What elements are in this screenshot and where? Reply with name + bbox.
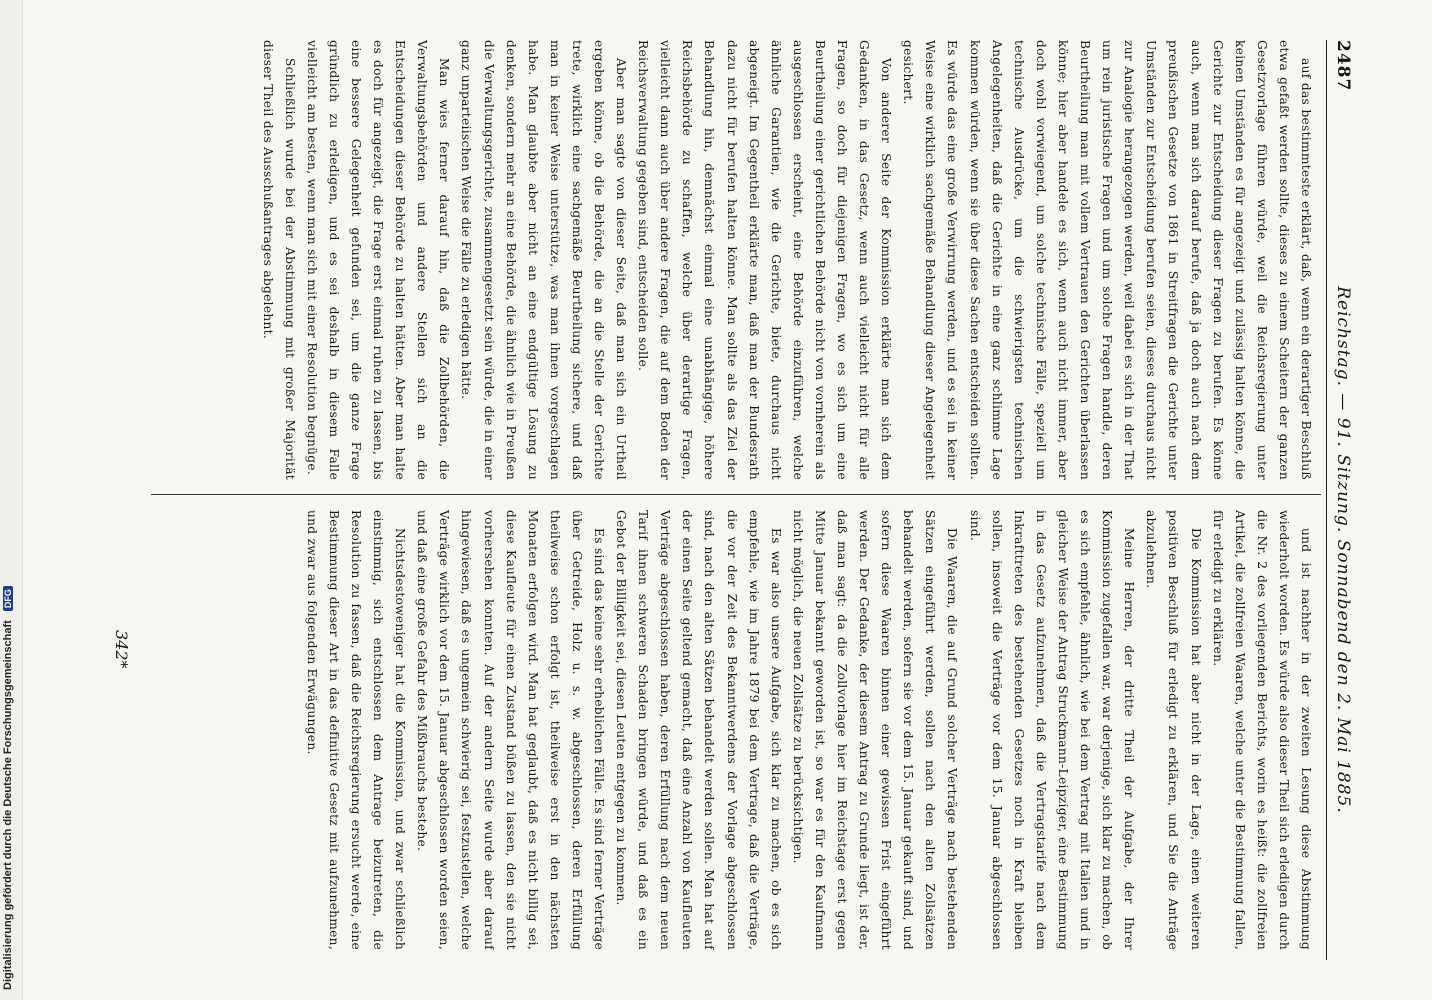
column-divider [151,494,1321,495]
digitization-sidebar [0,0,23,1000]
signature-mark: 342* [112,630,131,669]
page-header [1326,40,1353,960]
rotated-page-content [61,10,1371,990]
paragraph: Schließlich wurde bei der Abstimmung mit großer Majorität dieser Theil des Ausschußantrages abgelehnt. [260,40,297,480]
paragraph: auf das bestimmteste erklärt, daß, wenn ein derartiger Beschluß etwa gefaßt werden sollte, dieses zu einem Scheitern der ganzen Gesetzvorlage führen würde, weil die Reichsregierung unter keinen Umständen es für angezeigt und zulässig halten könne, die Gerichte zur Entscheidung dieser Fragen zu berufen. Es könne auch, wenn man sich darauf berufe, daß ja doch auch nach dem preußischen Gesetze von 1861 in Streitfragen die Gerichte unter Umständen zur Entscheidung berufen seien, dieses durchaus nicht zur Analogie herangezogen werden, weil dabei es sich in der That um rein juristische Fragen und um solche Fragen handle, deren Beurtheilung man mit vollem Vertrauen den Gerichten überlassen könne; hier aber handele es sich, wenn auch nicht immer, aber doch wohl vorwiegend, um solche technische Fälle, speziell um technische Ausdrücke, um die schwierigsten technischen Angelegenheiten, daß die Gerichte in eine ganz schlimme Lage kommen würden, wenn sie über diese Sachen entscheiden sollten. Es würde das eine große Verwirrung werden, und es sei in keiner Weise eine wirklich sachgemäße Behandlung dieser Angelegenheit gesichert. [901,40,1313,480]
paragraph: Es war also unsere Aufgabe, sich klar zu machen, ob es sich empfehle, wie im Jahre 1879 bei dem Vertrage, daß die Verträge, die vor der Zeit des Bekanntwerdens der Vorlage abgeschlossen sind, nach den alten Sätzen behandelt werden sollen. Man hat auf der einen Seite geltend gemacht, daß eine Anzahl von Kaufleuten Verträge abgeschlossen haben, deren Erfüllung nach dem neuen Tarif ihnen schweren Schaden bringen würde, und daß es ein Gebot der Billigkeit sei, diesen Leuten entgegen zu kommen. [614,510,783,950]
paragraph: Meine Herren, der dritte Theil der Aufgabe, der Ihrer Kommission zugefallen war, war derjenige, sich klar zu machen, ob es sich empfehle, ähnlich, wie bei dem Vertrag mit Italien und in gleicher Weise der Antrag Struckmann-Leipziger, eine Bestimmung in das Gesetz aufzunehmen, daß die Vertragstarife nach dem Inkrafttreten des bestehenden Gesetzes noch in Kraft bleiben sollen, insoweit die Verträge vor dem 15. Januar abgeschlossen sind. [967,510,1137,950]
paragraph: Es sind das keine sehr erheblichen Fälle. Es sind ferner Verträge über Getreide, Holz u. s. w. abgeschlossen, deren Erfüllung theilweise schon erfolgt ist, theilweise erst in den nächsten Monaten erfolgen wird. Man hat geglaubt, daß es nicht billig sei, diese Kaufleute für einen Zustand büßen zu lassen, den sie nicht vorhersehen konnten. Auf der andern Seite wurde aber darauf hingewiesen, daß es ungemein schwierig sei, festzustellen, welche Verträge wirklich vor dem 15. Januar abgeschlossen worden seien, und daß eine große Gefahr des Mißbrauchs bestehe. [415,510,606,950]
page-number: 2487 [1333,40,1353,92]
paragraph: Die Waaren, die auf Grund solcher Verträge nach bestehenden Sätzen eingeführt werden, sollen nach den alten Zollsätzen behandelt werden, sofern sie vor dem 15. Januar gekauft sind, und sofern diese Waaren binnen einer gewissen Frist eingeführt werden. Der Gedanke, der diesem Antrag zu Grunde liegt, ist der, daß man sagt: da die Zollvorlage hier im Reichstage erst gegen Mitte Januar bekannt geworden ist, so war es für den Kaufmann nicht möglich, die neuen Zollsätze zu berücksichtigen. [790,510,960,950]
running-title: Reichstag. — 91. Sitzung. Sonnabend den 2. Mai 1885. [1333,286,1353,814]
paragraph: Von anderer Seite der Kommission erklärte man sich dem Gedanken, in das Gesetz, wenn auch vielleicht nicht für alle Fragen, so doch für diejenigen Fragen, wo es sich um eine Beurtheilung einer gerichtlichen Behörde nicht von vornherein als ausgeschlossen erscheint, eine Behörde einzuführen, welche ähnliche Garantien, wie die Gerichte, biete, durchaus nicht abgeneigt. Im Gegentheil erklärte man, daß man der Bundesrath dazu nicht für berufen halten könne. Man sollte als das Ziel der Behandlung hin, demnächst einmal eine unabhängige, höhere Reichsbehörde zu schaffen, welche über derartige Fragen, vielleicht dann auch über andere Fragen, die auf dem Boden der Reichsverwaltung gegeben sind, entscheiden solle. [636,40,894,480]
digitization-note [2,10,14,990]
paragraph: Die Kommission hat aber nicht in der Lage, einen weiteren positiven Beschluß für erledigt zu erklären, und Sie die Anträge abzulehnen. [1144,510,1203,950]
paragraph: Aber man sagte von dieser Seite, daß man sich ein Urtheil ergeben könne, ob die Behörde, die an die Stelle der Gerichte trete, wirklich eine sachgemäße Beurtheilung sichere, und daß man in keiner Weise unterstütze, was man ihnen vorgeschlagen habe. Man glaubte aber nicht an eine endgültige Lösung zu denken, sondern mehr an eine Behörde, die ähnlich wie in Preußen die Verwaltungsgerichte, zusammengesetzt sein würde, die in einer ganz unparteiischen Weise die Fälle zu erledigen hätte. [459,40,629,480]
right-column [157,510,1317,950]
paragraph: und ist nachher in der zweiten Lesung diese Abstimmung wiederholt worden. Es würde also dieser Theil sich erledigen durch die Nr. 2 des vorliegenden Berichts, worin es heißt: die zollfreien Artikel, die zollfreien Waaren, welche unter die Bestimmung fallen, für erledigt zu erklären. [1210,510,1313,950]
paragraph: Man wies ferner darauf hin, daß die Zollbehörden, die Verwaltungsbehörden und andere Stellen sich an die Entscheidungen dieser Behörde zu halten hätten. Aber man halte es doch für angezeigt, die Frage erst einmal ruhen zu lassen, bis eine bessere Gelegenheit gefunden sei, um die ganze Frage gründlich zu erledigen, und es sei deshalb in diesem Falle vielleicht am besten, wenn man sich mit einer Resolution begnüge. [304,40,452,480]
left-column [157,40,1317,480]
dfg-logo-icon: DFG [3,586,13,611]
paragraph: Nichtsdestoweniger hat die Kommission, und zwar schließlich einstimmig, sich entschlossen dem Antrage beizutreten, die Resolution zu fassen, daß die Reichsregierung ersucht werde, eine Bestimmung dieser Art in das definitive Gesetz mit aufzunehmen, und zwar aus folgenden Erwägungen. [304,510,408,950]
digitization-note-text: Digitalisierung gefördert durch die Deutsche Forschungsgemeinschaft [2,620,14,990]
